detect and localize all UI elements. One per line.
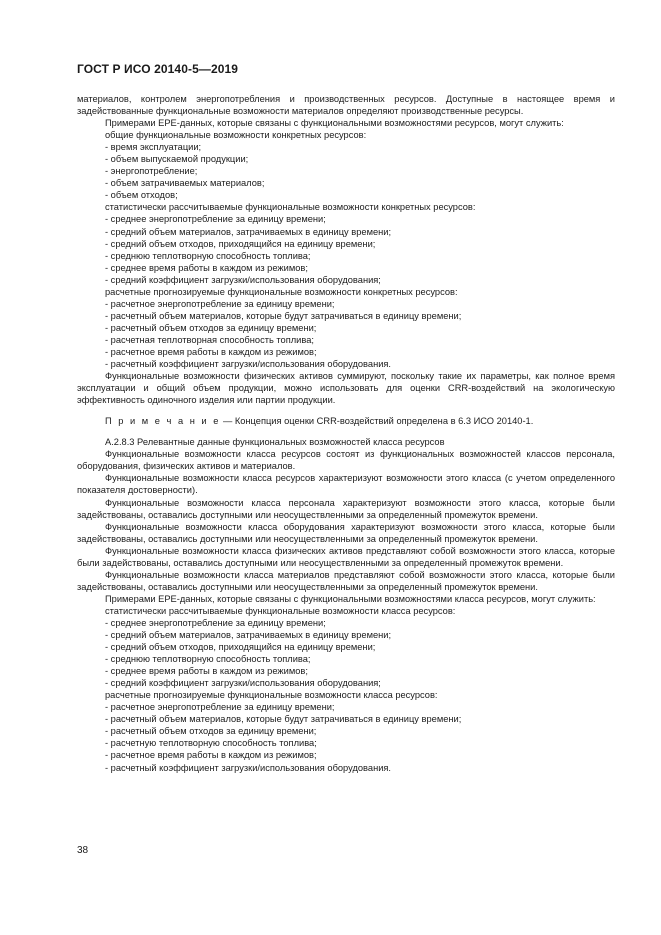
list-heading: расчетные прогнозируемые функциональные возможности класса ресурсов:	[105, 690, 438, 701]
list-item: - среднее время работы в каждом из режимов;	[105, 666, 308, 677]
list-item: - средний коэффициент загрузки/использования оборудования;	[105, 274, 381, 285]
list-item: - расчетное время работы в каждом из режимов;	[105, 750, 317, 761]
document-body	[77, 93, 615, 774]
paragraph: Функциональные возможности класса персонала характеризуют возможности этого класса, которые были задействованы, оставались доступными или неосуществленными за определенный промежуток времени.	[77, 497, 615, 520]
paragraph: Функциональные возможности класса ресурсов характеризуют возможности этого класса (с учетом определенного показателя достоверности).	[77, 473, 615, 496]
bullet-list	[77, 617, 615, 689]
list-item: - объем затрачиваемых материалов;	[105, 178, 265, 189]
section-heading: А.2.8.3 Релевантные данные функциональных возможностей класса ресурсов	[105, 437, 445, 448]
list-item: - средний объем материалов, затрачиваемых в единицу времени;	[105, 226, 392, 237]
list-item: - расчетное энергопотребление за единицу времени;	[105, 298, 335, 309]
paragraph: Функциональные возможности класса ресурсов состоят из функциональных возможностей классов персонала, оборудования, физических активов и материалов.	[77, 449, 615, 472]
bullet-list	[77, 701, 615, 773]
list-heading: общие функциональные возможности конкретных ресурсов:	[105, 130, 367, 141]
paragraph: Примерами EPE-данных, которые связаны с функциональными возможностями ресурсов, могут служить:	[105, 118, 564, 129]
list-item: - средний объем отходов, приходящийся на единицу времени;	[105, 642, 376, 653]
bullet-list	[77, 141, 615, 201]
list-item: - среднее время работы в каждом из режимов;	[105, 262, 308, 273]
list-item: - время эксплуатации;	[105, 142, 202, 153]
paragraph: Примерами EPE-данных, которые связаны с функциональными возможностями класса ресурсов, могут служить:	[105, 593, 596, 604]
paragraph: Функциональные возможности физических активов суммируют, поскольку такие их параметры, как полное время эксплуатации и общий объем продукции, можно использовать для оценки CRR-воздействий на экологическую эффективность одиночного изделия или партии продукции.	[77, 371, 615, 406]
paragraph: Функциональные возможности класса оборудования характеризуют возможности этого класса, которые были задействованы, оставались доступными или неосуществленными за определенный промежуток времени.	[77, 521, 615, 544]
bullet-list	[77, 213, 615, 285]
list-item: - расчетный коэффициент загрузки/использования оборудования.	[105, 762, 392, 773]
list-heading: расчетные прогнозируемые функциональные возможности конкретных ресурсов:	[105, 286, 458, 297]
list-item: - объем выпускаемой продукции;	[105, 154, 249, 165]
list-item: - средний объем отходов, приходящийся на единицу времени;	[105, 238, 376, 249]
list-heading: статистически рассчитываемые функциональные возможности конкретных ресурсов:	[105, 202, 476, 213]
note-text: — Концепция оценки CRR-воздействий определена в 6.3 ИСО 20140-1.	[220, 416, 534, 427]
list-item: - среднее энергопотребление за единицу времени;	[105, 617, 326, 628]
list-item: - расчетную теплотворную способность топлива;	[105, 738, 317, 749]
paragraph: материалов, контролем энергопотребления и производственных ресурсов. Доступные в настоящее время и задействованные функциональные возможности материалов определяют производственные ресурсы.	[77, 94, 615, 117]
document-header: ГОСТ Р ИСО 20140-5—2019	[77, 62, 239, 76]
bullet-list	[77, 298, 615, 370]
list-item: - энергопотребление;	[105, 166, 198, 177]
list-item: - расчетный объем материалов, которые будут затрачиваться в единицу времени;	[105, 714, 462, 725]
list-item: - расчетное время работы в каждом из режимов;	[105, 346, 317, 357]
note	[77, 415, 615, 427]
list-item: - расчетный коэффициент загрузки/использования оборудования.	[105, 359, 392, 370]
note-label: П р и м е ч а н и е	[105, 416, 221, 427]
list-item: - среднее энергопотребление за единицу времени;	[105, 214, 326, 225]
list-item: - расчетный объем отходов за единицу времени;	[105, 322, 317, 333]
list-item: - расчетный объем отходов за единицу времени;	[105, 726, 317, 737]
list-item: - расчетная теплотворная способность топлива;	[105, 334, 314, 345]
list-item: - средний коэффициент загрузки/использования оборудования;	[105, 678, 381, 689]
list-item: - расчетное энергопотребление за единицу времени;	[105, 702, 335, 713]
list-item: - среднюю теплотворную способность топлива;	[105, 654, 311, 665]
paragraph: Функциональные возможности класса физических активов представляют собой возможности этого класса, которые были задействованы, оставались доступными или неосуществленными за определенный промежуток времени.	[77, 545, 615, 568]
paragraph: Функциональные возможности класса материалов представляют собой возможности этого класса, которые были задействованы, оставались доступными или неосуществленными за определенный промежуток времени.	[77, 569, 615, 592]
list-item: - среднюю теплотворную способность топлива;	[105, 250, 311, 261]
list-heading: статистически рассчитываемые функциональные возможности класса ресурсов:	[105, 605, 456, 616]
list-item: - расчетный объем материалов, которые будут затрачиваться в единицу времени;	[105, 310, 462, 321]
list-item: - объем отходов;	[105, 190, 178, 201]
page-number: 38	[77, 845, 89, 856]
list-item: - средний объем материалов, затрачиваемых в единицу времени;	[105, 630, 392, 641]
